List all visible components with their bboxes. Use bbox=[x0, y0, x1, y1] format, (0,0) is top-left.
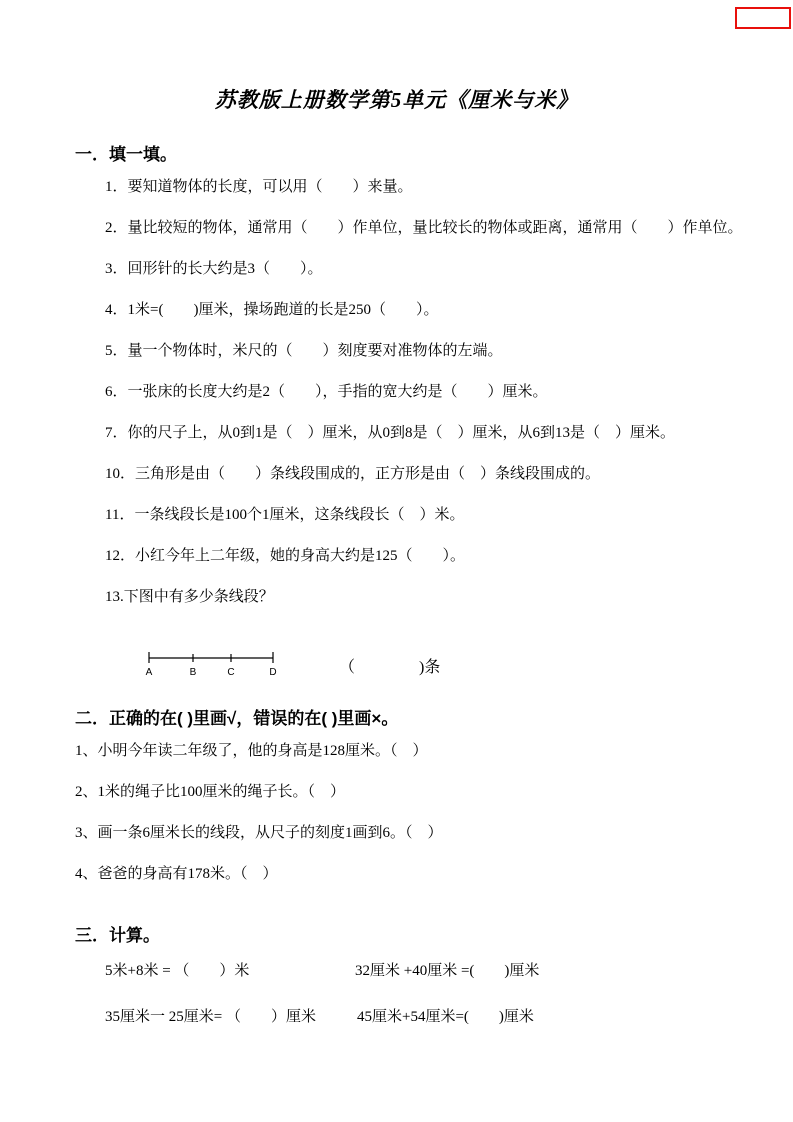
fill-blank-item-12: 12．小红今年上二年级，她的身高大约是125（ ）。 bbox=[105, 548, 466, 564]
fill-blank-item-5: 5．量一个物体时，米尺的（ ）刻度要对准物体的左端。 bbox=[105, 343, 503, 359]
fill-blank-item-2: 2．量比较短的物体，通常用（ ）作单位，量比较长的物体或距离，通常用（ ）作单位。 bbox=[105, 220, 743, 236]
point-label-b: B bbox=[189, 667, 197, 678]
section3-heading: 三．计算。 bbox=[75, 926, 160, 945]
calc-row-2 bbox=[105, 994, 793, 1040]
fill-blank-item-3: 3．回形针的长大约是3（ ）。 bbox=[105, 261, 323, 277]
section-true-false bbox=[0, 704, 793, 895]
calc-expression: 35厘米一 25厘米= （ ）厘米 bbox=[105, 1009, 316, 1025]
fill-blank-item-4: 4．1米=( )厘米，操场跑道的长是250（ ）。 bbox=[105, 302, 439, 318]
calc-expression: 32厘米 +40厘米 =( )厘米 bbox=[355, 963, 540, 979]
point-label-a: A bbox=[145, 667, 153, 678]
true-false-item-4: 4、爸爸的身高有178米。（ ） bbox=[75, 866, 278, 882]
fill-blank-item-1: 1．要知道物体的长度，可以用（ ）来量。 bbox=[105, 179, 413, 195]
section-calculation bbox=[0, 921, 793, 1040]
section2-heading: 二．正确的在( )里画√，错误的在( )里画×。 bbox=[75, 709, 399, 728]
page-title: 苏教版上册数学第5单元《厘米与米》 bbox=[214, 88, 579, 112]
line-segment-diagram-row bbox=[145, 648, 793, 678]
segment-count-blank: （ )条 bbox=[339, 659, 441, 676]
calc-expression: 45厘米+54厘米=( )厘米 bbox=[357, 1009, 534, 1025]
point-label-d: D bbox=[269, 667, 277, 678]
section-fill-blanks bbox=[0, 140, 793, 678]
true-false-item-3: 3、画一条6厘米长的线段，从尺子的刻度1画到6。（ ） bbox=[75, 825, 443, 841]
fill-blank-item-10: 10．三角形是由（ ）条线段围成的，正方形是由（ ）条线段围成的。 bbox=[105, 466, 601, 482]
corner-red-box bbox=[735, 7, 791, 29]
line-segment-diagram bbox=[145, 648, 281, 678]
fill-blank-item-11: 11．一条线段长是100个1厘米，这条线段长（ ）米。 bbox=[105, 507, 465, 523]
fill-blank-item-7: 7．你的尺子上，从0到1是（ ）厘米，从0到8是（ ）厘米，从6到13是（ ）厘米。 bbox=[105, 425, 676, 441]
point-label-c: C bbox=[227, 667, 235, 678]
calc-row-1 bbox=[105, 948, 793, 994]
true-false-item-2: 2、1米的绳子比100厘米的绳子长。（ ） bbox=[75, 784, 346, 800]
fill-blank-item-6: 6．一张床的长度大约是2（ ），手指的宽大约是（ ）厘米。 bbox=[105, 384, 548, 400]
calc-expression: 5米+8米 = （ ）米 bbox=[105, 963, 250, 979]
section1-heading: 一．填一填。 bbox=[75, 145, 177, 164]
true-false-item-1: 1、小明今年读二年级了，他的身高是128厘米。（ ） bbox=[75, 743, 428, 759]
fill-blank-item-13: 13.下图中有多少条线段？ bbox=[105, 589, 274, 605]
